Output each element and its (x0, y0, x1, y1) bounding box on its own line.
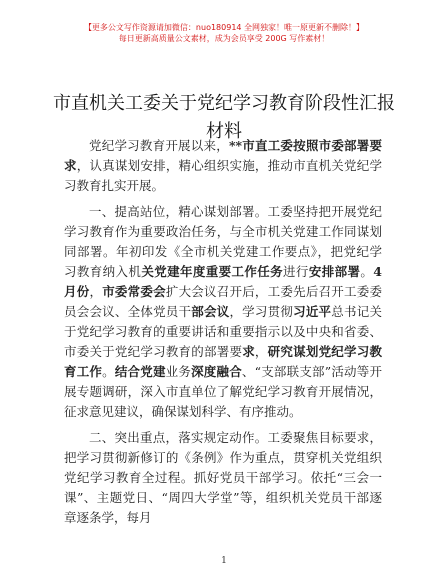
bold-run: 部会议 (191, 304, 230, 319)
text-run: 总书记关于党纪学习教育的重要讲话和重要指示以及中央和省委、市委关于党纪学习教育的部署要 (64, 304, 382, 359)
text-run: 二、突出重点，落实规定动作。工委聚焦目标要求，把学习贯彻新修订的《条例》作为重点，贯穿机关党组织党纪学习教育全过程。抓好党员干部学习。依托“三会一课”、主题党日、“周四大学堂”等，组织机关党员干部逐章逐条学，每月 (64, 430, 382, 525)
text-run: ，认真谋划安排，精心组织实施，推动市直机关党纪学习教育扎实开展。 (64, 158, 382, 193)
text-run: ，学习贯彻 (229, 304, 294, 319)
bold-run: 研究谋划党纪学习教育工作 (64, 344, 382, 379)
bold-run: 安排部署 (308, 264, 361, 279)
text-run: 进行 (283, 264, 309, 279)
paragraph-section-two (64, 428, 382, 528)
text-run: 。 (102, 364, 115, 379)
promo-banner-line2: 每日更新高质量公文素材，成为会员享受 200G 写作素材！ (118, 34, 330, 43)
paragraph-intro (64, 136, 382, 196)
bold-run: 关党建年度重要工作任务 (141, 264, 284, 279)
document-body (64, 136, 382, 534)
text-run: ， (254, 344, 268, 359)
text-run: 业务 (165, 364, 192, 379)
document-title: 市直机关工委关于党纪学习教育阶段性汇报材料 (53, 93, 395, 142)
text-run: 一、提高站位，精心谋划部署。工委坚持把开展党纪学习教育作为重要政治任务，与全市机关党建工作同谋划同部署。年初印发《全市机关党建工作要点》，把党纪学习教育纳入机 (64, 204, 382, 279)
text-run: 扩大会议召开后，工委先后召开工委委员会会议、全体党员干 (64, 284, 382, 319)
promo-banner-line1: 【更多公文写作资源请加微信：nuo180914 全网独家！唯一原更新不删除！】 (83, 23, 365, 32)
text-run: 、“支部联支部”活动等开展专题调研，深入市直单位了解党纪学习教育开展情况，征求意见建议，确保谋划科学、有序推动。 (64, 364, 382, 419)
promo-banner (0, 22, 448, 44)
bold-run: 结合党建 (114, 364, 166, 379)
paragraph-section-one (64, 202, 382, 422)
text-run: 党纪学习教育开展以来， (89, 138, 229, 153)
bold-run: 市委常委会 (102, 284, 166, 299)
text-run: ， (89, 284, 103, 299)
page-number: 1 (221, 556, 227, 566)
bold-run: 习近平 (293, 304, 332, 319)
bold-run: 4 月份 (64, 264, 382, 299)
bold-run: 深度融合 (191, 364, 242, 379)
text-run: 。 (360, 264, 374, 279)
bold-run: 求 (242, 344, 255, 359)
bold-run: **市直工委按照市委部署要求 (64, 138, 382, 173)
